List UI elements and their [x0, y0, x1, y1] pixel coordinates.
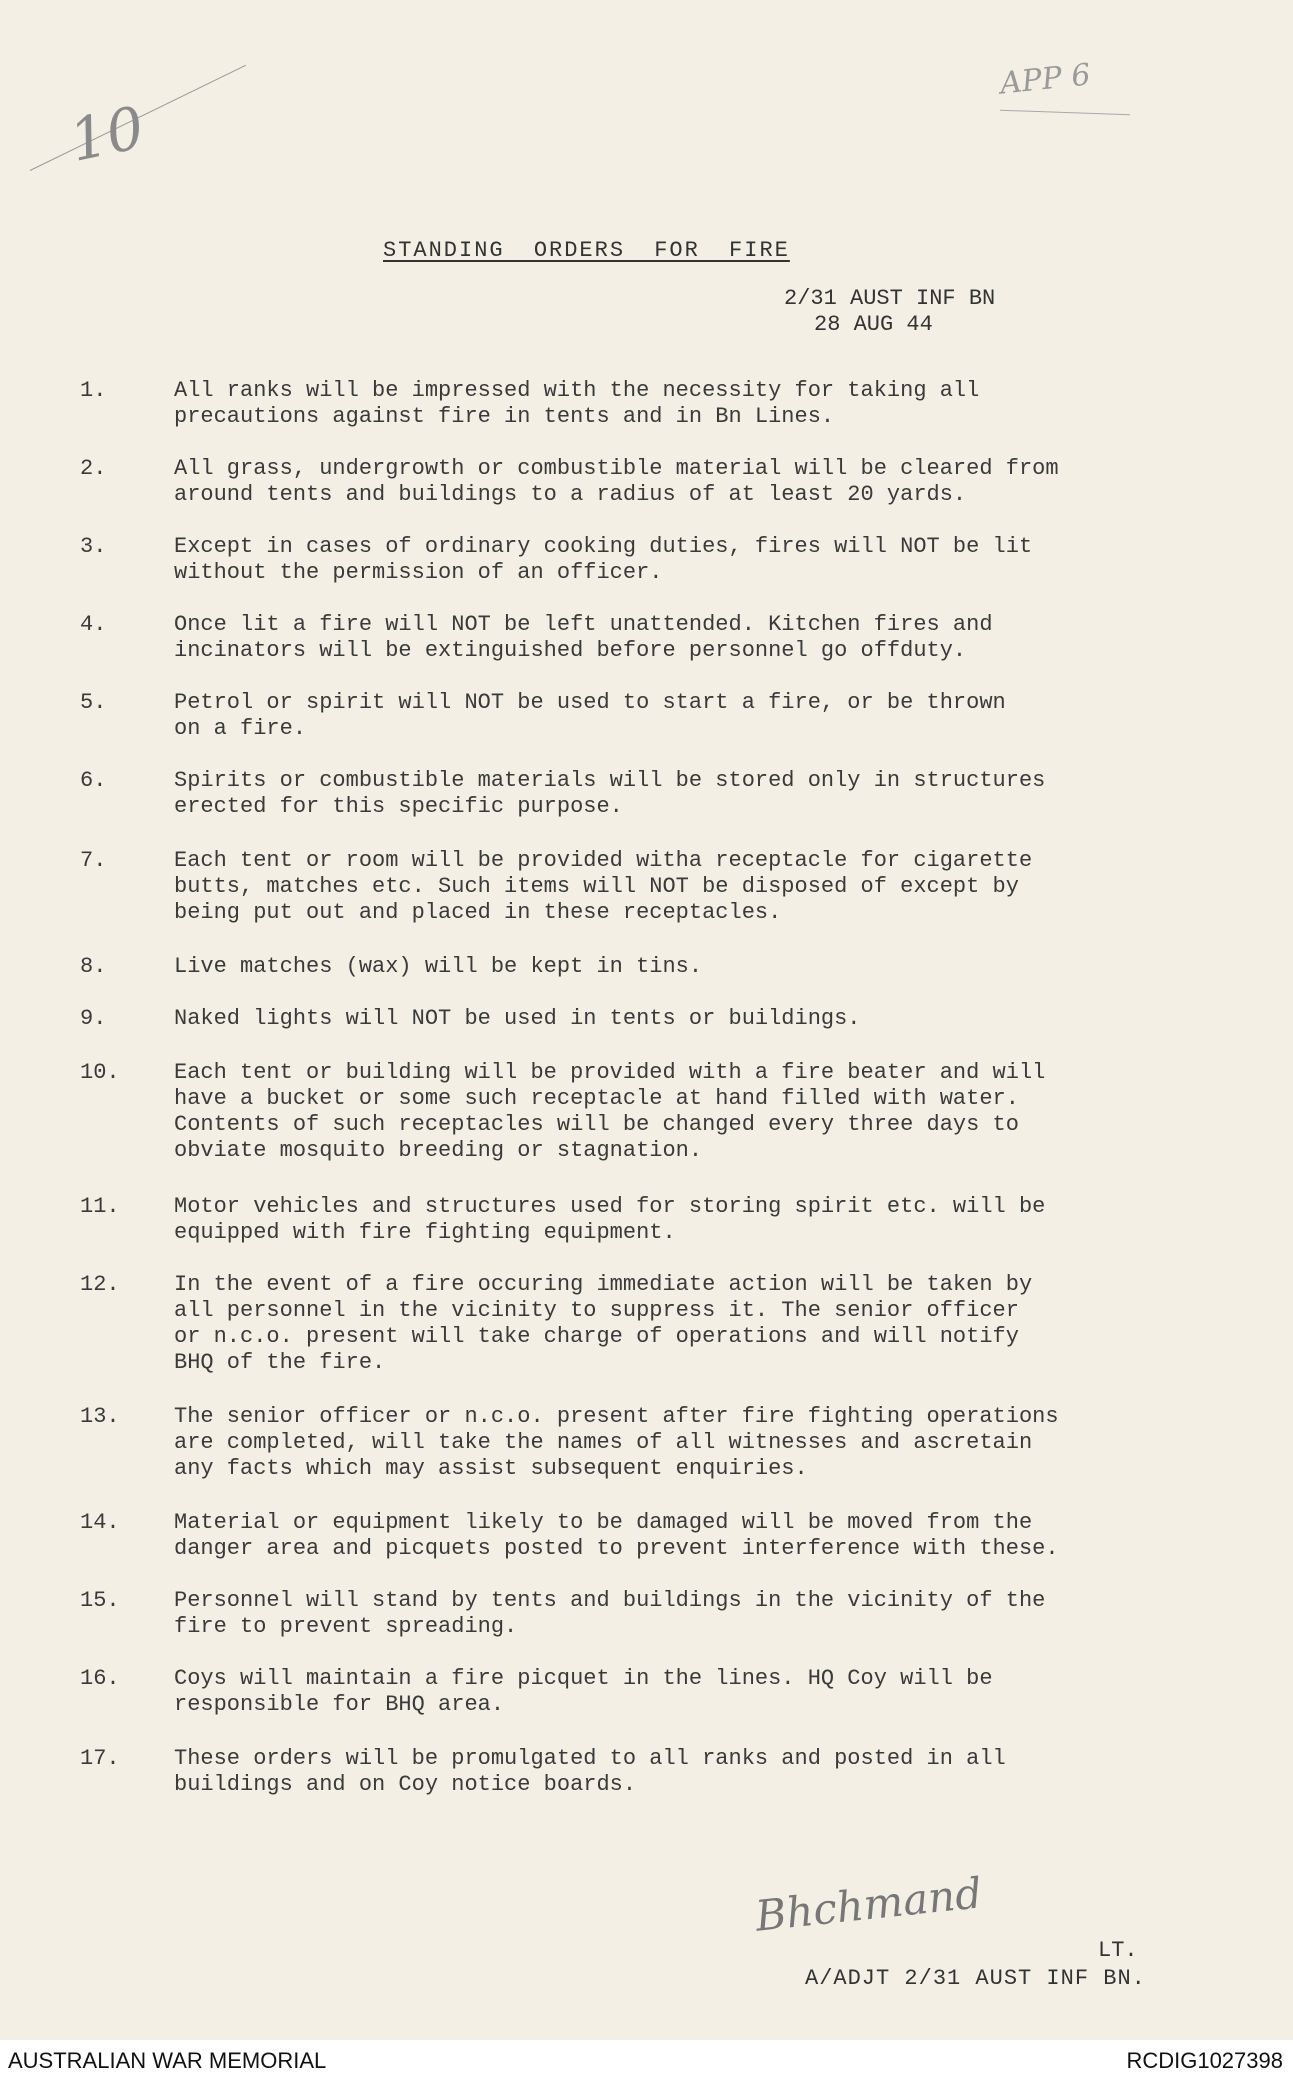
order-text: These orders will be promulgated to all ranks and posted in all buildings and on Coy notice boards. — [174, 1746, 1006, 1797]
order-text: Live matches (wax) will be kept in tins. — [174, 954, 703, 979]
pencil-underline — [1000, 110, 1130, 116]
order-number: 6. — [80, 768, 107, 793]
handwritten-number: 10 — [63, 93, 151, 175]
order-text: Motor vehicles and structures used for storing spirit etc. will be equipped with fire fighting equipment. — [174, 1194, 1046, 1245]
order-text: Except in cases of ordinary cooking duties, fires will NOT be lit without the permission of an officer. — [174, 534, 1033, 585]
order-text: Material or equipment likely to be damaged will be moved from the danger area and picquets posted to prevent interference with these. — [174, 1510, 1059, 1561]
order-number: 14. — [80, 1510, 120, 1535]
order-text: All ranks will be impressed with the necessity for taking all precautions against fire in tents and in Bn Lines. — [174, 378, 980, 429]
order-text: Each tent or room will be provided witha receptacle for cigarette butts, matches etc. Such items will NOT be disposed of except by being put out and placed in these receptacles. — [174, 848, 1033, 925]
order-number: 15. — [80, 1588, 120, 1613]
order-number: 8. — [80, 954, 107, 979]
order-number: 17. — [80, 1746, 120, 1771]
order-text: Once lit a fire will NOT be left unattended. Kitchen fires and incinators will be extinguished before personnel go offduty. — [174, 612, 993, 663]
unit-date-block — [784, 286, 995, 338]
handwritten-appendix-label: APP 6 — [998, 57, 1093, 102]
signatory-rank: LT. — [1098, 1938, 1138, 1963]
document-title: STANDING ORDERS FOR FIRE — [383, 238, 790, 263]
handwritten-signature: Bhchmand — [753, 1868, 985, 1941]
order-number: 7. — [80, 848, 107, 873]
order-number: 2. — [80, 456, 107, 481]
order-text: Petrol or spirit will NOT be used to start a fire, or be thrown on a fire. — [174, 690, 1006, 741]
order-number: 4. — [80, 612, 107, 637]
archive-id: RCDIG1027398 — [1126, 2048, 1283, 2073]
order-text: Coys will maintain a fire picquet in the lines. HQ Coy will be responsible for BHQ area. — [174, 1666, 993, 1717]
order-text: In the event of a fire occuring immediate action will be taken by all personnel in the vicinity to suppress it. The senior officer or n.c.o. present will take charge of operations and will notify BHQ of the fire. — [174, 1272, 1033, 1375]
order-number: 5. — [80, 690, 107, 715]
order-number: 9. — [80, 1006, 107, 1031]
order-number: 16. — [80, 1666, 120, 1691]
order-number: 10. — [80, 1060, 120, 1085]
signatory-title: A/ADJT 2/31 AUST INF BN. — [805, 1966, 1146, 1991]
order-number: 12. — [80, 1272, 120, 1297]
order-text: The senior officer or n.c.o. present after fire fighting operations are completed, will take the names of all witnesses and ascretain any facts which may assist subsequent enquiries. — [174, 1404, 1059, 1481]
order-text: Each tent or building will be provided with a fire beater and will have a bucket or some such receptacle at hand filled with water. Contents of such receptacles will be changed every three days to obviate mosquito breeding or stagnation. — [174, 1060, 1046, 1163]
order-number: 3. — [80, 534, 107, 559]
order-number: 1. — [80, 378, 107, 403]
order-number: 11. — [80, 1194, 120, 1219]
document-date: 28 AUG 44 — [814, 312, 933, 337]
order-text: Personnel will stand by tents and buildings in the vicinity of the fire to prevent spreading. — [174, 1588, 1046, 1639]
order-text: Spirits or combustible materials will be stored only in structures erected for this specific purpose. — [174, 768, 1046, 819]
order-text: All grass, undergrowth or combustible material will be cleared from around tents and buildings to a radius of at least 20 yards. — [174, 456, 1059, 507]
unit-name: 2/31 AUST INF BN — [784, 286, 996, 311]
order-number: 13. — [80, 1404, 120, 1429]
archive-credit: AUSTRALIAN WAR MEMORIAL — [8, 2048, 327, 2073]
order-text: Naked lights will NOT be used in tents or buildings. — [174, 1006, 861, 1031]
